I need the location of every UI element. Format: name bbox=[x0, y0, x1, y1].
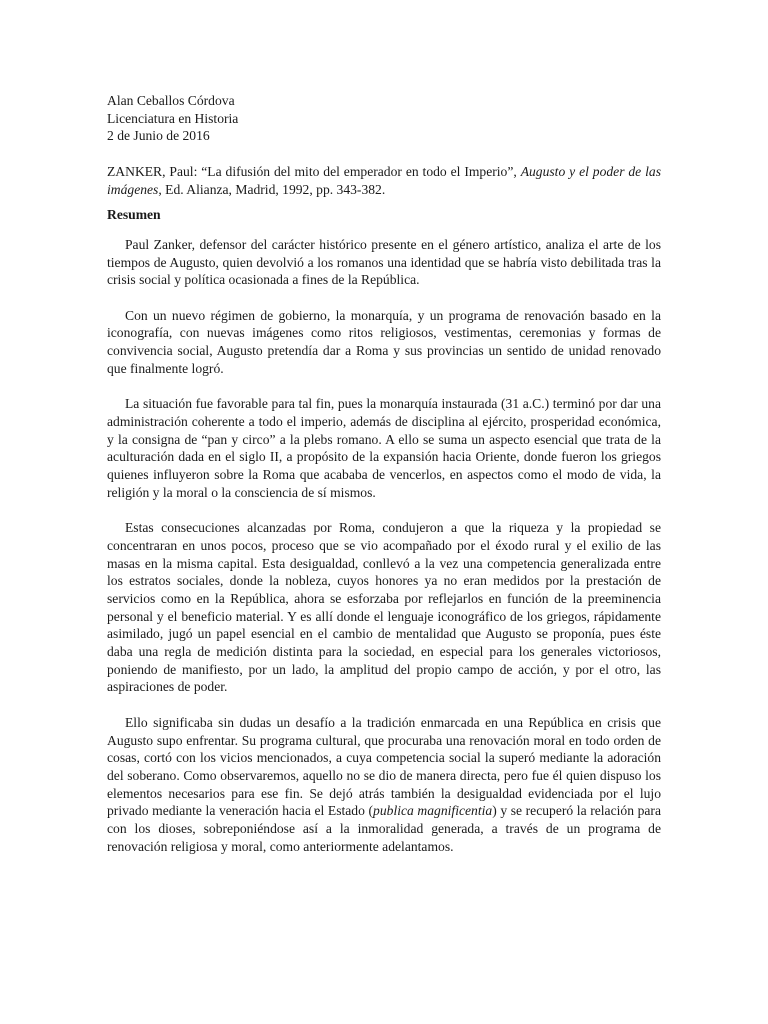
document-date: 2 de Junio de 2016 bbox=[107, 128, 210, 144]
citation-book-title: Augusto y el poder de las imágenes bbox=[107, 163, 661, 197]
summary-paragraph: Con un nuevo régimen de gobierno, la monarquía, y un programa de renovación basado en la iconografía, con nuevas imágenes como ritos religiosos, vestimentas, ceremonias y formas de convivencia social, Augusto pretendía dar a Roma y sus provincias un sentido de unidad renovado que finalmente logró. bbox=[107, 307, 661, 376]
last-paragraph-italic: publica magnificentia bbox=[373, 803, 493, 819]
summary-paragraph: La situación fue favorable para tal fin, pues la monarquía instaurada (31 a.C.) terminó por dar una administración coherente a todo el imperio, además de disciplina al ejército, prosperidad económica, y la consigna de “pan y circo” a la plebs romano. A ello se suma un aspecto esencial que trata de la aculturación dada en el siglo II, a propósito de la expansión hacia Oriente, donde fueron los griegos quienes influyeron sobre la Roma que acababa de vencerlos, en aspectos como el modo de vida, la religión y la moral o la consciencia de sí mismos. bbox=[107, 396, 661, 500]
citation-suffix: , Ed. Alianza, Madrid, 1992, pp. 343-382. bbox=[158, 181, 386, 197]
last-paragraph-part1: Ello significaba sin dudas un desafío a la tradición enmarcada en una República en crisis que Augusto supo enfrentar. Su programa cultural, que procuraba una renovación moral en todo orden de cosas, cortó con los vicios mencionados, a cuya competencia social la superó mediante la adoración del soberano. Como observaremos, aquello no se dio de manera directa, pero fue él quien dispuso los elementos necesarios para ese fin. Se dejó atrás también la desigualdad evidenciada por el lujo privado mediante la veneración hacia el Estado ( bbox=[107, 714, 661, 819]
degree-program: Licenciatura en Historia bbox=[107, 110, 239, 126]
summary-paragraph-last bbox=[107, 714, 661, 856]
summary-paragraph: Paul Zanker, defensor del carácter histórico presente en el género artístico, analiza el arte de los tiempos de Augusto, quien devolvió a los romanos una identidad que se habría visto debilitada tras la crisis social y política ocasionada a fines de la República. bbox=[107, 236, 661, 288]
citation-prefix: ZANKER, Paul: “La difusión del mito del emperador en todo el Imperio”, bbox=[107, 163, 521, 179]
section-title: Resumen bbox=[107, 207, 161, 223]
summary-paragraph: Estas consecuciones alcanzadas por Roma, condujeron a que la riqueza y la propiedad se concentraran en unos pocos, proceso que se vio acompañado por el éxodo rural y el exilio de las masas en la misma capital. Esta desigualdad, conllevó a la vez una competencia generalizada entre los estratos sociales, donde la nobleza, cuyos honores ya no eran medidos por la prestación de servicios como en la República, ahora se esforzaba por reflejarlos en función de la preeminencia personal y el beneficio material. Y es allí donde el lenguaje iconográfico de los griegos, rápidamente asimilado, jugó un papel esencial en el cambio de mentalidad que Augusto se proponía, pues éste daba una regla de medición distinta para la sociedad, en especial para los generales victoriosos, poniendo de manifiesto, por un lado, la amplitud del propio campo de acción, y por el otro, las aspiraciones de poder. bbox=[107, 520, 661, 695]
author-name: Alan Ceballos Córdova bbox=[107, 93, 235, 108]
document-header bbox=[107, 92, 661, 145]
last-paragraph-part2: ) y se recuperó la relación para con los dioses, sobreponiéndose así a la inmoralidad generada, a través de un programa de renovación religiosa y moral, como anteriormente adelantamos. bbox=[107, 803, 661, 854]
bibliographic-citation bbox=[107, 163, 661, 198]
document-page bbox=[107, 92, 661, 869]
summary-body bbox=[107, 236, 661, 856]
